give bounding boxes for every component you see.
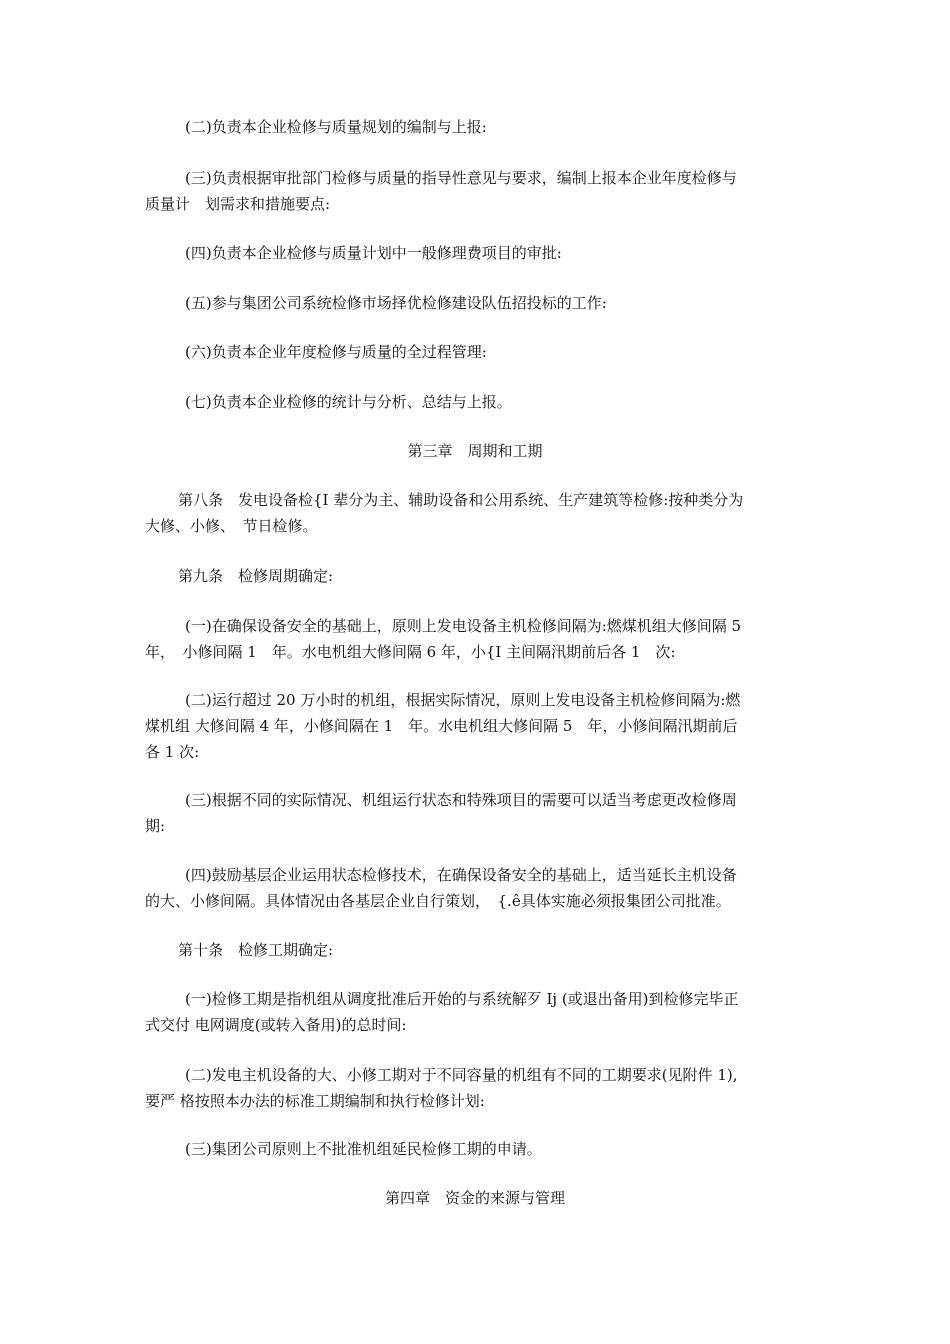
text-line: 质量计 划需求和措施要点: — [145, 195, 331, 213]
text-line: 年， 小修间隔 1 年。水电机组大修间隔 6 年，小{I 主间隔汛期前后各 1 次: — [145, 643, 676, 661]
text-line: 期: — [145, 817, 166, 835]
paragraph-3 — [145, 165, 807, 217]
article-10 — [145, 937, 807, 963]
text-line: (六)负责本企业年度检修与质量的全过程管理: — [185, 343, 487, 361]
paragraph-10-3 — [145, 1136, 807, 1162]
text-line: (三)负责根据审批部门检修与质量的指导性意见与要求，编制上报本企业年度检修与 — [185, 169, 737, 187]
paragraph-2 — [145, 114, 807, 140]
paragraph-9-1 — [145, 613, 807, 665]
text-line: 第八条 发电设备检{I 辈分为主、辅助设备和公用系统、生产建筑等检修:按种类分为 — [178, 491, 744, 509]
heading-text: 第四章 资金的来源与管理 — [384, 1189, 565, 1207]
chapter-3-heading — [0, 438, 950, 464]
heading-text: 第三章 周期和工期 — [407, 442, 543, 460]
text-line: 第九条 检修周期确定: — [178, 567, 334, 585]
text-line: (二)负责本企业检修与质量规划的编制与上报: — [185, 118, 487, 136]
text-line: 的大、小修间隔。具体情况由各基层企业自行策划， {.ê具体实施必须报集团公司批准。 — [145, 892, 731, 910]
text-line: (五)参与集团公司系统检修市场择优检修建设队伍招投标的工作: — [185, 294, 607, 312]
paragraph-5 — [145, 290, 807, 316]
text-line: (一)检修工期是指机组从调度批准后开始的与系统解歹 Ij (或退出备用)到检修完毕正 — [185, 990, 739, 1008]
paragraph-9-4 — [145, 862, 807, 914]
text-line: (三)集团公司原则上不批准机组延民检修工期的申请。 — [185, 1140, 542, 1158]
article-9 — [145, 563, 807, 589]
text-line: (二)发电主机设备的大、小修工期对于不同容量的机组有不同的工期要求(见附件 1), — [185, 1066, 738, 1084]
text-line: (三)根据不同的实际情况、机组运行状态和特殊项目的需要可以适当考虑更改检修周 — [185, 791, 737, 809]
article-8 — [145, 487, 807, 539]
text-line: 要严 格按照本办法的标准工期编制和执行检修计划: — [145, 1092, 485, 1110]
text-line: 第十条 检修工期确定: — [178, 941, 334, 959]
chapter-4-heading — [0, 1185, 950, 1211]
text-line: (四)负责本企业检修与质量计划中一般修理费项目的审批: — [185, 244, 562, 262]
paragraph-10-1 — [145, 986, 807, 1038]
text-line: (七)负责本企业检修的统计与分析、总结与上报。 — [185, 393, 512, 411]
paragraph-9-3 — [145, 787, 807, 839]
text-line: 各 1 次: — [145, 743, 200, 761]
paragraph-10-2 — [145, 1062, 807, 1114]
text-line: 式交付 电网调度(或转入备用)的总时间: — [145, 1016, 407, 1034]
paragraph-6 — [145, 339, 807, 365]
paragraph-9-2 — [145, 687, 807, 765]
paragraph-4 — [145, 240, 807, 266]
text-line: 煤机组 大修间隔 4 年，小修间隔在 1 年。水电机组大修间隔 5 年，小修间隔汛期前后 — [145, 717, 738, 735]
paragraph-7 — [145, 389, 807, 415]
text-line: (四)鼓励基层企业运用状态检修技术，在确保设备安全的基础上，适当延长主机设备 — [185, 866, 737, 884]
text-line: (一)在确保设备安全的基础上，原则上发电设备主机检修间隔为:燃煤机组大修间隔 5 — [185, 617, 742, 635]
text-line: (二)运行超过 20 万小时的机组，根据实际情况，原则上发电设备主机检修间隔为:燃 — [185, 691, 741, 709]
text-line: 大修、小修、 节日检修。 — [145, 517, 318, 535]
